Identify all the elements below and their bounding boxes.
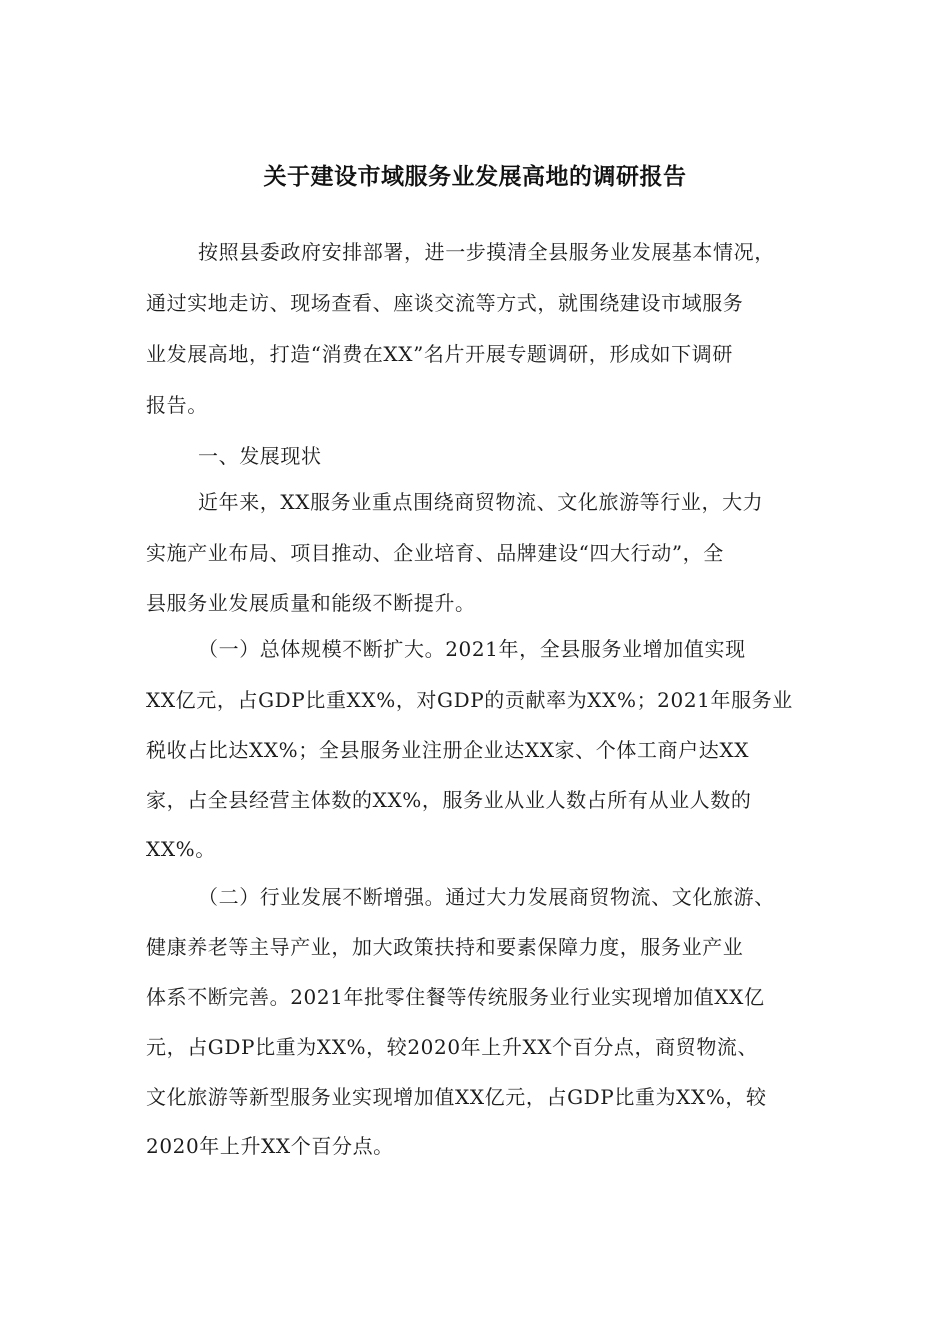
paragraph-line: 报告。 xyxy=(146,393,208,417)
paragraph-line: 2020年上升XX个百分点。 xyxy=(146,1134,394,1158)
paragraph-line: 通过实地走访、现场查看、座谈交流等方式，就围绕建设市域服务 xyxy=(146,291,744,315)
paragraph-line: 县服务业发展质量和能级不断提升。 xyxy=(146,591,476,615)
paragraph-line: 体系不断完善。2021年批零住餐等传统服务业行业实现增加值XX亿 xyxy=(146,985,765,1009)
paragraph-line: （一）总体规模不断扩大。2021年，全县服务业增加值实现 xyxy=(198,637,746,661)
document-title: 关于建设市域服务业发展高地的调研报告 xyxy=(263,164,687,190)
paragraph-line: 业发展高地，打造“消费在XX”名片开展专题调研，形成如下调研 xyxy=(146,342,733,366)
paragraph-line: 近年来，XX服务业重点围绕商贸物流、文化旅游等行业，大力 xyxy=(198,490,764,514)
paragraph-line: 实施产业布局、项目推动、企业培育、品牌建设“四大行动”，全 xyxy=(146,541,724,565)
paragraph-line: （二）行业发展不断增强。通过大力发展商贸物流、文化旅游、 xyxy=(198,885,775,909)
paragraph-line: 家，占全县经营主体数的XX%，服务业从业人数占所有从业人数的 xyxy=(146,788,752,812)
paragraph-line: 税收占比达XX%；全县服务业注册企业达XX家、个体工商户达XX xyxy=(146,738,750,762)
paragraph-line: 按照县委政府安排部署，进一步摸清全县服务业发展基本情况， xyxy=(198,240,775,264)
paragraph-line: XX亿元，占GDP比重XX%，对GDP的贡献率为XX%；2021年服务业 xyxy=(146,688,793,712)
paragraph-line: 文化旅游等新型服务业实现增加值XX亿元，占GDP比重为XX%，较 xyxy=(146,1085,767,1109)
paragraph-line: 元，占GDP比重为XX%，较2020年上升XX个百分点，商贸物流、 xyxy=(146,1035,759,1059)
paragraph-line: XX%。 xyxy=(146,837,216,861)
paragraph-line: 健康养老等主导产业，加大政策扶持和要素保障力度，服务业产业 xyxy=(146,935,744,959)
section-heading: 一、发展现状 xyxy=(198,444,322,468)
